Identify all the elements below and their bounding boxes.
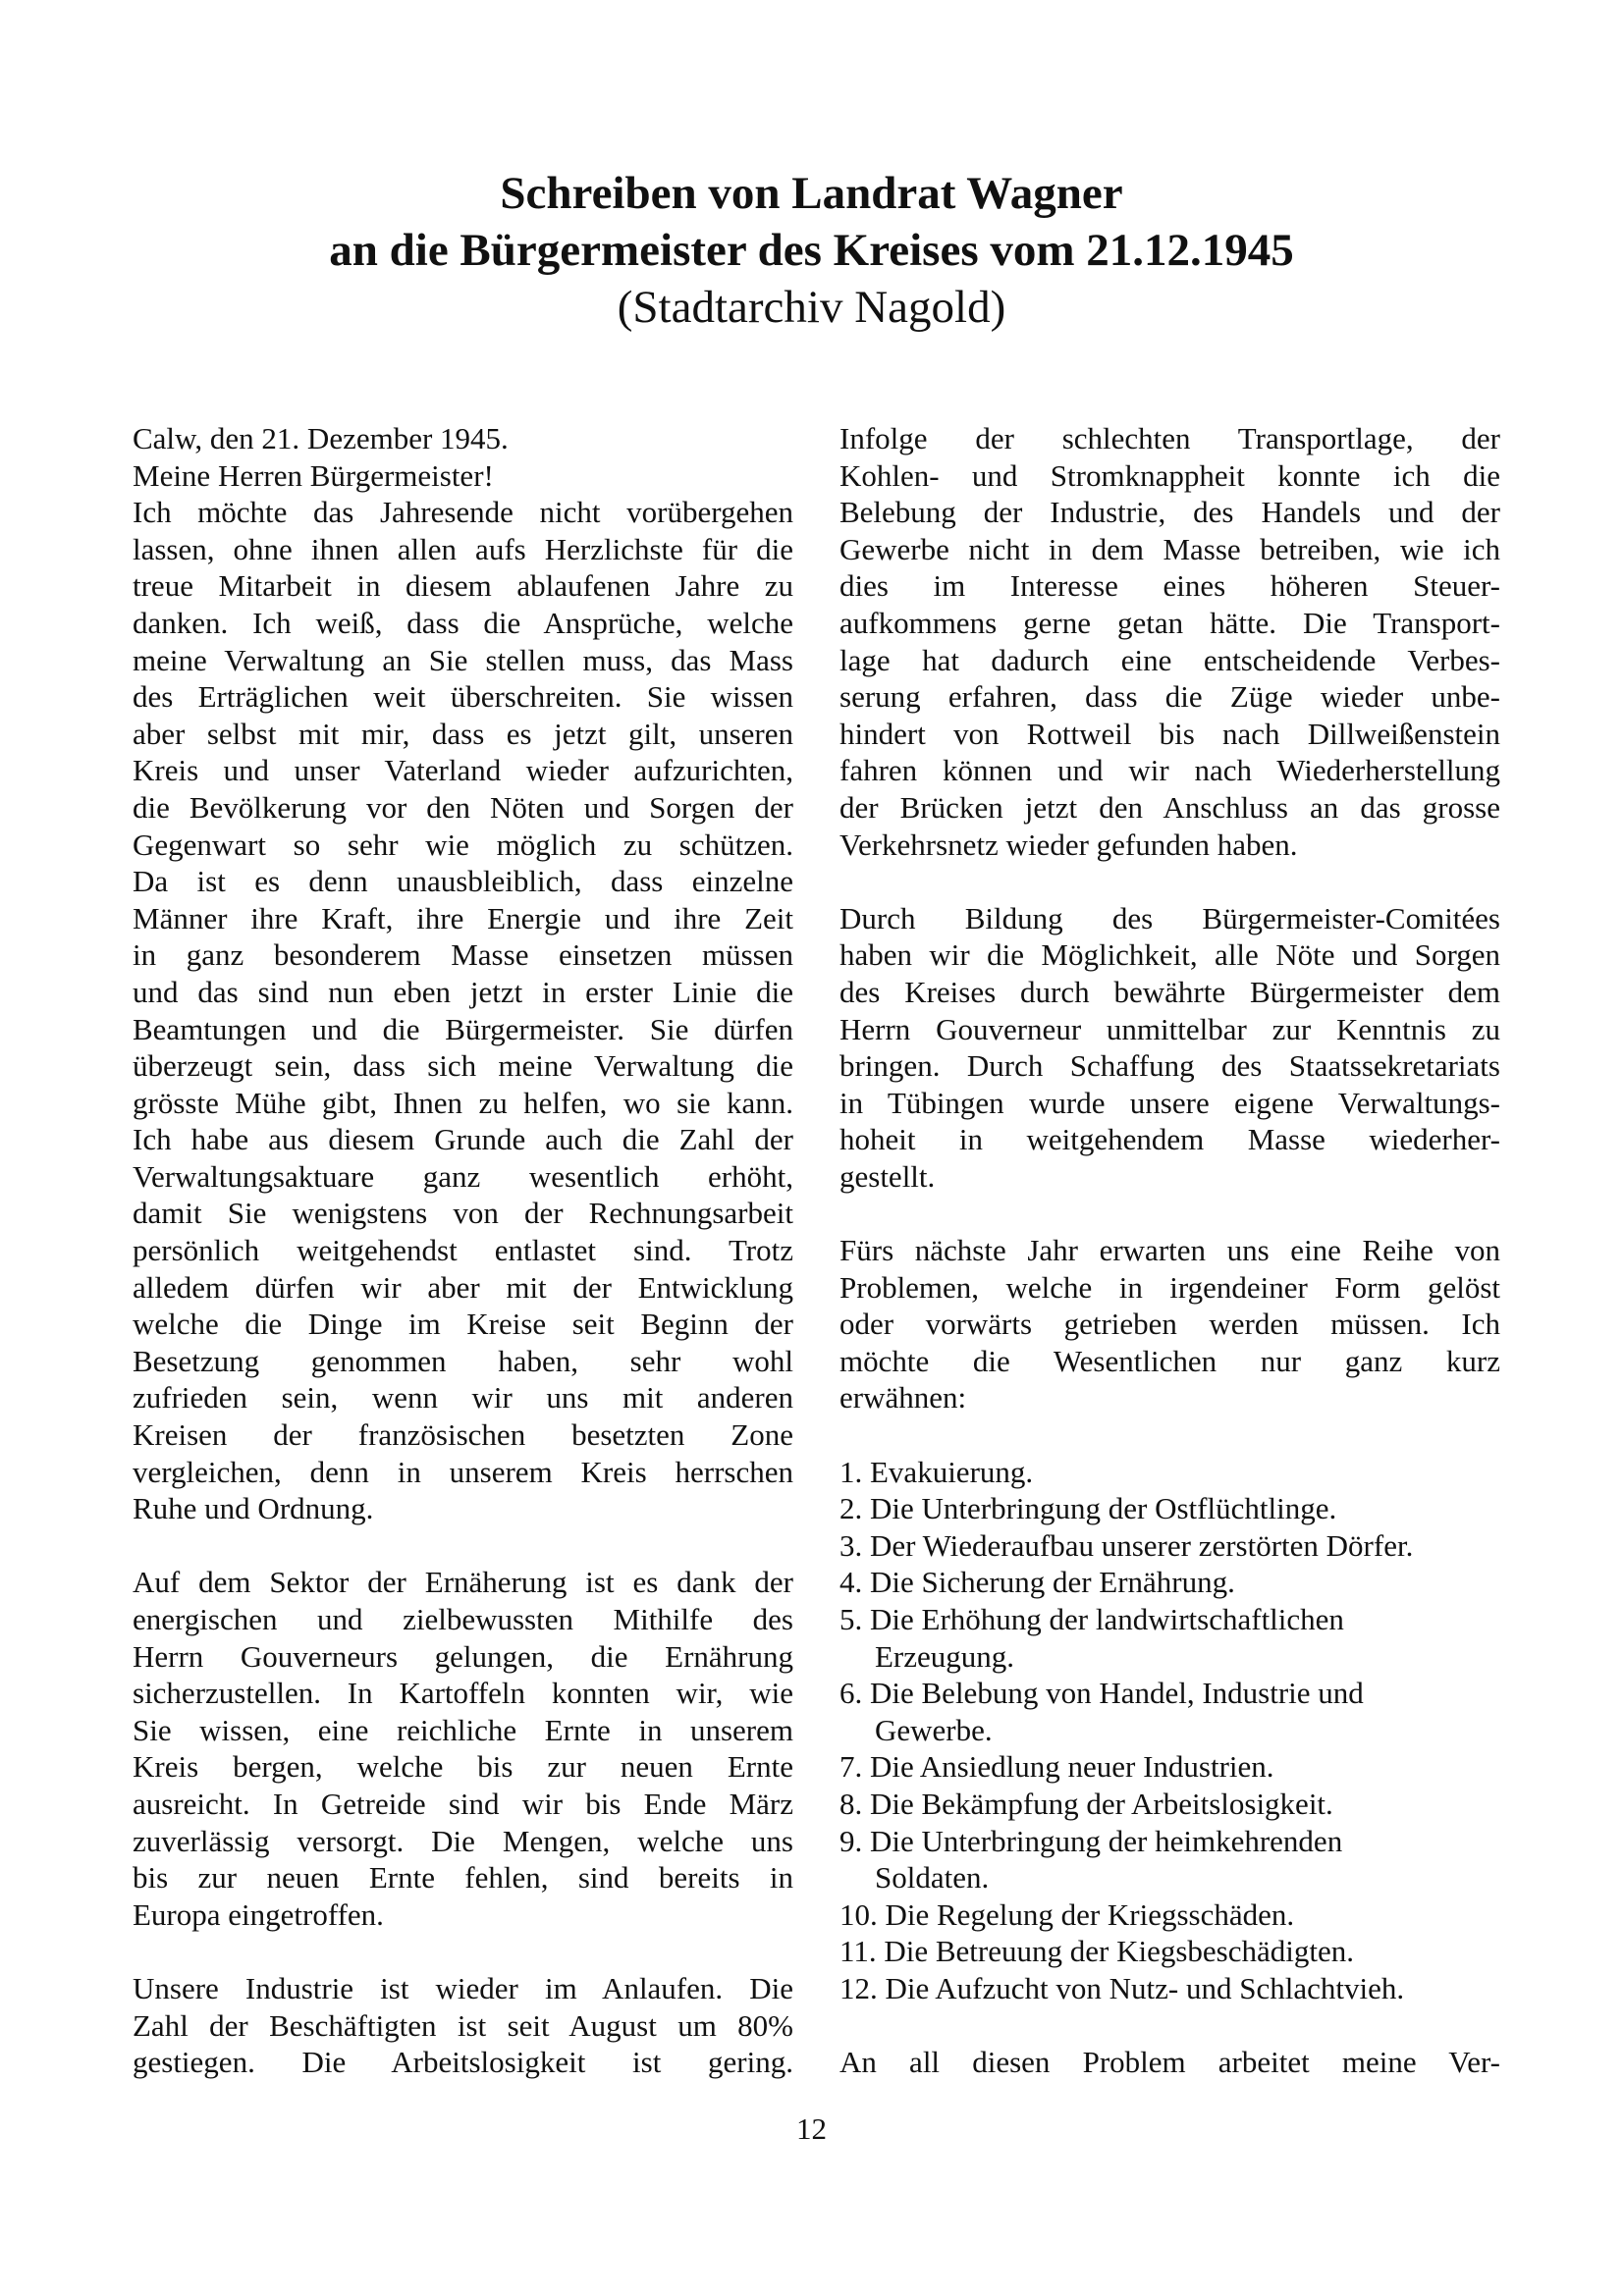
list-item: 7. Die Ansiedlung neuer Industrien.	[839, 1749, 1274, 1785]
text-line: in Tübingen wurde unsere eigene Verwaltungs-	[839, 1085, 1500, 1120]
list-item: 11. Die Betreuung der Kiegsbeschädigten.	[839, 1934, 1354, 1969]
text-line: Kohlen- und Stromknappheit konnte ich die	[839, 457, 1500, 493]
text-line: haben wir die Möglichkeit, alle Nöte und Sorgen	[839, 937, 1500, 973]
list-item: 10. Die Regelung der Kriegsschäden.	[839, 1896, 1295, 1932]
text-line: aber selbst mit mir, dass es jetzt gilt, unseren	[133, 716, 793, 751]
text-line: sicherzustellen. In Kartoffeln konnten wir, wie	[133, 1676, 793, 1711]
left-column	[133, 420, 793, 2081]
paragraph-gap	[839, 863, 1500, 900]
list-item-continuation: Erzeugung.	[875, 1638, 1015, 1674]
text-line: hindert von Rottweil bis nach Dillweißenstein	[839, 716, 1500, 751]
text-line: treue Mitarbeit in diesem ablaufenen Jahre zu	[133, 568, 793, 604]
text-line: und das sind nun eben jetzt in erster Linie die	[133, 974, 793, 1009]
left-paragraph-3	[133, 1970, 793, 2081]
text-line: persönlich weitgehendst entlastet sind. Trotz	[133, 1233, 793, 1268]
list-item: 4. Die Sicherung der Ernährung.	[839, 1565, 1235, 1600]
text-line: des Kreises durch bewährte Bürgermeister dem	[839, 974, 1500, 1009]
text-line: in ganz besonderem Masse einsetzen müssen	[133, 937, 793, 973]
text-line: grösste Mühe gibt, Ihnen zu helfen, wo sie kann.	[133, 1085, 793, 1120]
text-line: gestellt.	[839, 1158, 936, 1194]
text-line: gestiegen. Die Arbeitslosigkeit ist gering.	[133, 2045, 793, 2080]
text-line: vergleichen, denn in unserem Kreis herrschen	[133, 1454, 793, 1489]
list-item: 5. Die Erhöhung der landwirtschaftlichen	[839, 1602, 1344, 1636]
text-line: oder vorwärts getrieben werden müssen. Ich	[839, 1307, 1500, 1342]
text-line: bis zur neuen Ernte fehlen, sind bereits in	[133, 1860, 793, 1896]
text-line: Männer ihre Kraft, ihre Energie und ihre Zeit	[133, 900, 793, 935]
paragraph-gap	[839, 2007, 1500, 2045]
text-line: zufrieden sein, wenn wir uns mit anderen	[133, 1380, 793, 1415]
text-line: Europa eingetroffen.	[133, 1896, 384, 1932]
text-line: Da ist es denn unausbleiblich, dass einzelne	[133, 864, 793, 899]
list-item: 1. Evakuierung.	[839, 1454, 1034, 1489]
text-line: Gewerbe nicht in dem Masse betreiben, wie ich	[839, 531, 1500, 566]
text-line: die Bevölkerung vor den Nöten und Sorgen der	[133, 789, 793, 825]
text-line: danken. Ich weiß, dass die Ansprüche, welche	[133, 605, 793, 640]
text-line: erwähnen:	[839, 1380, 967, 1415]
right-column	[839, 420, 1500, 2081]
text-line: Problemen, welche in irgendeiner Form gelöst	[839, 1269, 1500, 1305]
right-paragraph-3	[839, 1232, 1500, 1416]
right-paragraph-2	[839, 900, 1500, 1196]
text-line: energischen und zielbewussten Mithilfe des	[133, 1602, 793, 1636]
text-line: Besetzung genommen haben, sehr wohl	[133, 1343, 793, 1378]
text-line: des Erträglichen weit überschreiten. Sie wissen	[133, 679, 793, 715]
text-line: ausreicht. In Getreide sind wir bis Ende März	[133, 1786, 793, 1821]
text-line: hoheit in weitgehendem Masse wiederher-	[839, 1122, 1500, 1157]
text-line: Belebung der Industrie, des Handels und der	[839, 495, 1500, 530]
text-line: Fürs nächste Jahr erwarten uns eine Reihe von	[839, 1233, 1500, 1268]
text-line: überzeugt sein, dass sich meine Verwaltung die	[133, 1048, 793, 1084]
text-line: Unsere Industrie ist wieder im Anlaufen. Die	[133, 1970, 793, 2005]
subtitle: (Stadtarchiv Nagold)	[617, 282, 1006, 333]
text-line: fahren können und wir nach Wiederherstellung	[839, 753, 1500, 788]
text-line: zuverlässig versorgt. Die Mengen, welche uns	[133, 1823, 793, 1858]
paragraph-gap	[133, 1527, 793, 1565]
left-paragraph-2	[133, 1564, 793, 1933]
text-line: alledem dürfen wir aber mit der Entwicklung	[133, 1269, 793, 1305]
text-line: serung erfahren, dass die Züge wieder unbe-	[839, 679, 1500, 715]
list-item-continuation: Gewerbe.	[875, 1712, 993, 1747]
list-item: 2. Die Unterbringung der Ostflüchtlinge.	[839, 1491, 1337, 1526]
text-line: aufkommens gerne getan hätte. Die Transport-	[839, 605, 1500, 640]
text-line: Ich möchte das Jahresende nicht vorübergehen	[133, 495, 793, 530]
text-line: Kreisen der französischen besetzten Zone	[133, 1417, 793, 1453]
text-line: Ruhe und Ordnung.	[133, 1491, 374, 1526]
text-line: Zahl der Beschäftigten ist seit August um 80%	[133, 2007, 793, 2043]
text-line: Verwaltungsaktuare ganz wesentlich erhöht,	[133, 1158, 793, 1194]
text-line: Herrn Gouverneur unmittelbar zur Kenntnis zu	[839, 1011, 1500, 1046]
page-number: 12	[796, 2111, 827, 2146]
text-line: Verkehrsnetz wieder gefunden haben.	[839, 827, 1298, 862]
list-item: 8. Die Bekämpfung der Arbeitslosigkeit.	[839, 1786, 1333, 1821]
text-line: Infolge der schlechten Transportlage, der	[839, 421, 1500, 455]
text-line: Durch Bildung des Bürgermeister-Comitées	[839, 900, 1500, 935]
text-line: welche die Dinge im Kreise seit Beginn der	[133, 1307, 793, 1342]
list-item: 12. Die Aufzucht von Nutz- und Schlachtvieh.	[839, 1970, 1405, 2005]
text-line: lassen, ohne ihnen allen aufs Herzlichste für die	[133, 531, 793, 566]
letter-salutation: Meine Herren Bürgermeister!	[133, 457, 494, 493]
right-paragraph-1	[839, 420, 1500, 863]
text-line: damit Sie wenigstens von der Rechnungsarbeit	[133, 1196, 793, 1231]
text-line: Ich habe aus diesem Grunde auch die Zahl der	[133, 1122, 793, 1157]
text-line: lage hat dadurch eine entscheidende Verbes-	[839, 642, 1500, 677]
document-header	[0, 165, 1623, 336]
text-line: möchte die Wesentlichen nur ganz kurz	[839, 1343, 1500, 1378]
title-line-2: an die Bürgermeister des Kreises vom 21.12.1945	[329, 225, 1294, 276]
letter-date: Calw, den 21. Dezember 1945.	[133, 421, 509, 455]
text-line: bringen. Durch Schaffung des Staatssekretariats	[839, 1048, 1500, 1084]
list-item: 3. Der Wiederaufbau unserer zerstörten Dörfer.	[839, 1527, 1414, 1563]
paragraph-gap	[133, 1933, 793, 1970]
title-line-1: Schreiben von Landrat Wagner	[500, 168, 1123, 219]
text-line: Herrn Gouverneurs gelungen, die Ernährung	[133, 1638, 793, 1674]
text-line: Gegenwart so sehr wie möglich zu schützen.	[133, 827, 793, 862]
closing-line: An all diesen Problem arbeitet meine Ver-	[839, 2045, 1500, 2080]
paragraph-gap	[839, 1195, 1500, 1232]
list-item-continuation: Soldaten.	[875, 1860, 990, 1896]
text-line: Beamtungen und die Bürgermeister. Sie dürfen	[133, 1011, 793, 1046]
text-line: der Brücken jetzt den Anschluss an das grosse	[839, 789, 1500, 825]
text-line: Kreis und unser Vaterland wieder aufzurichten,	[133, 753, 793, 788]
text-line: Kreis bergen, welche bis zur neuen Ernte	[133, 1749, 793, 1785]
text-line: dies im Interesse eines höheren Steuer-	[839, 568, 1500, 604]
list-item: 9. Die Unterbringung der heimkehrenden	[839, 1823, 1343, 1858]
text-line: Sie wissen, eine reichliche Ernte in unserem	[133, 1712, 793, 1747]
left-paragraph-1	[133, 494, 793, 1527]
problem-list	[839, 1454, 1500, 2007]
paragraph-gap	[839, 1416, 1500, 1454]
list-item: 6. Die Belebung von Handel, Industrie und	[839, 1676, 1364, 1711]
text-line: meine Verwaltung an Sie stellen muss, das Mass	[133, 642, 793, 677]
text-line: Auf dem Sektor der Ernäherung ist es dank der	[133, 1565, 793, 1600]
